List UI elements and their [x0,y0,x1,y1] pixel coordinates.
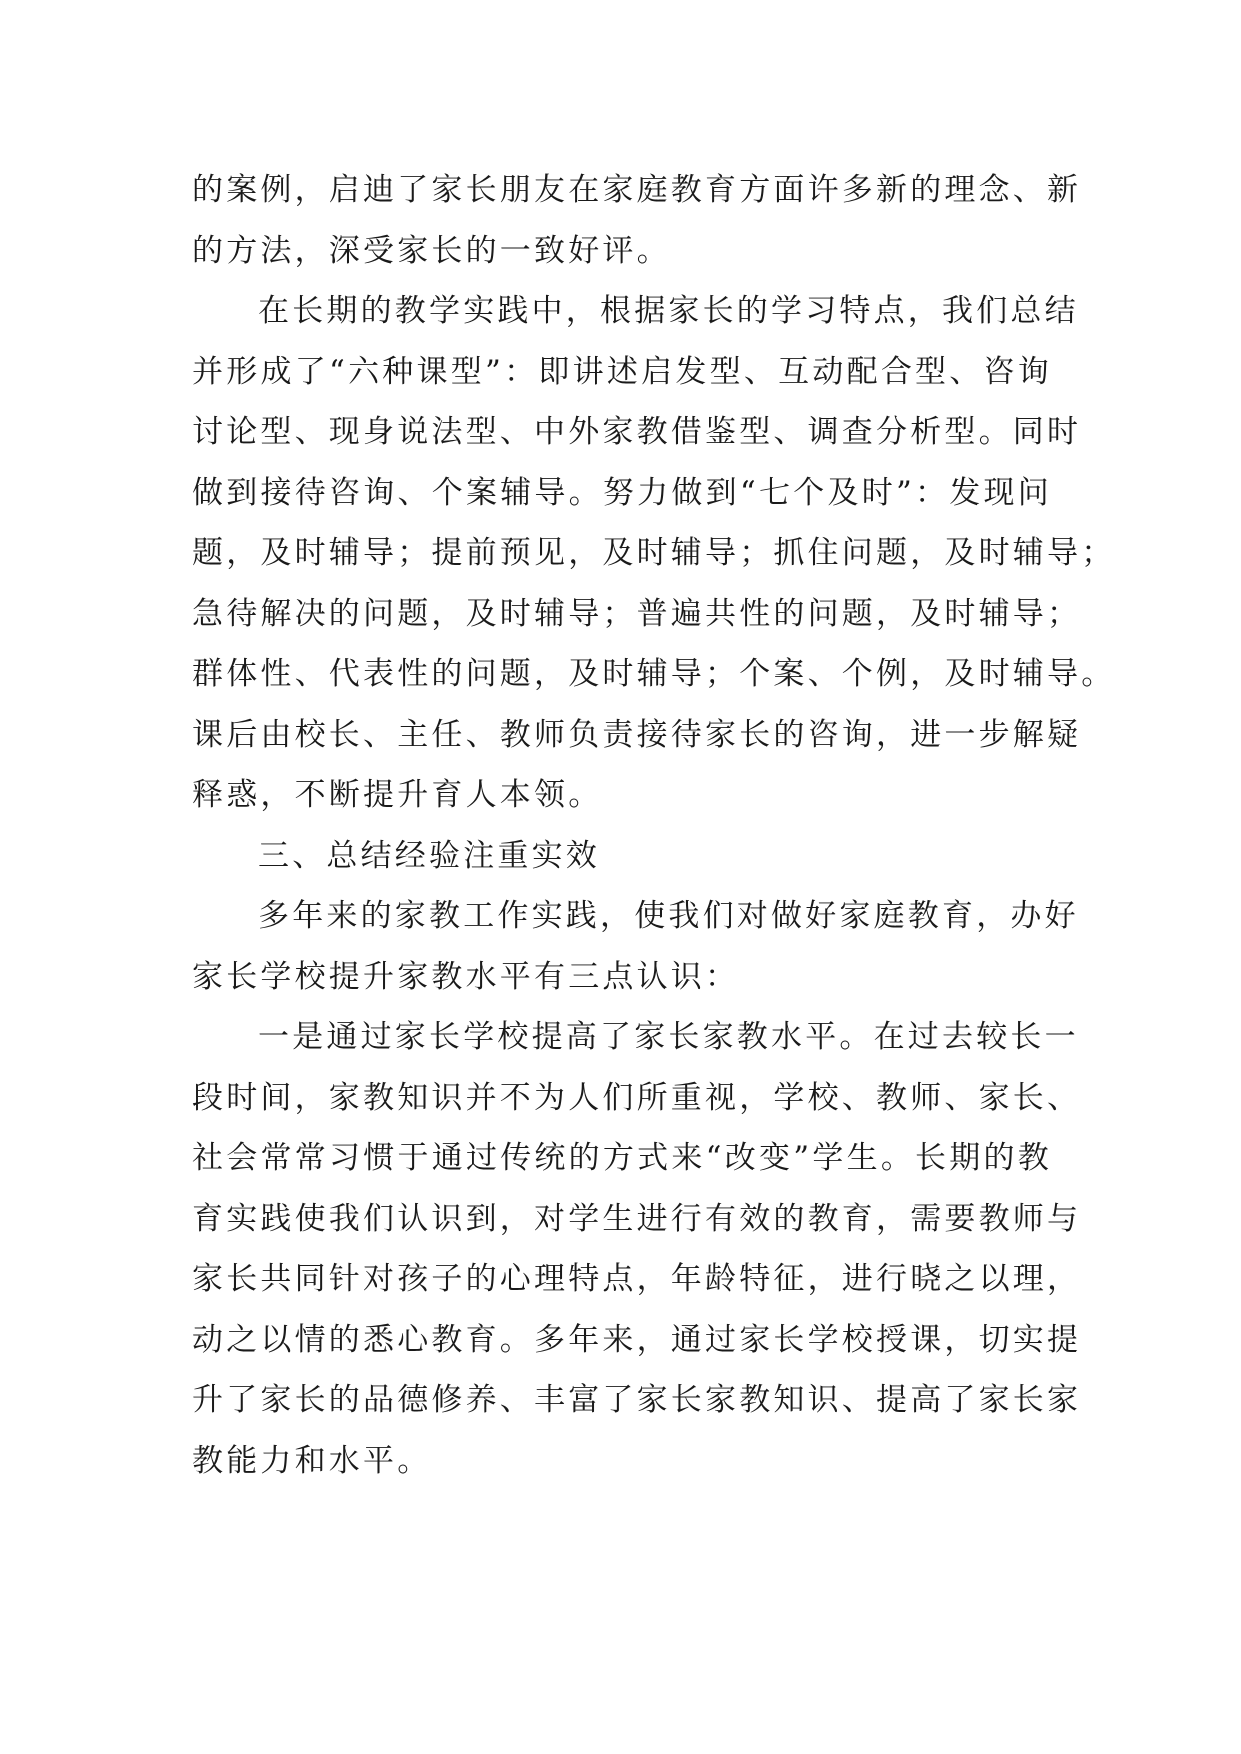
text-line: 群体性、代表性的问题，及时辅导；个案、个例，及时辅导。 [192,656,1116,692]
text-line: 在长期的教学实践中，根据家长的学习特点，我们总结 [258,293,1079,329]
text-line: 社会常常习惯于通过传统的方式来“改变”学生。长期的教 [192,1140,1052,1176]
text-line: 一是通过家长学校提高了家长家教水平。在过去较长一 [258,1019,1079,1055]
paragraph-six-lesson-types [192,281,1116,826]
paragraph-three-insights [192,886,1079,1007]
text-line: 释惑，不断提升育人本领。 [192,777,603,813]
text-line: 段时间，家教知识并不为人们所重视，学校、教师、家长、 [192,1079,1082,1116]
text-line: 急待解决的问题，及时辅导；普遍共性的问题，及时辅导； [192,595,1082,632]
section-heading-text: 三、总结经验注重实效 [258,837,600,874]
text-line: 讨论型、现身说法型、中外家教借鉴型、调查分析型。同时 [192,414,1082,450]
text-line: 多年来的家教工作实践，使我们对做好家庭教育，办好 [258,898,1079,934]
text-line: 题，及时辅导；提前预见，及时辅导；抓住问题，及时辅导； [192,535,1116,571]
text-line: 并形成了“六种课型”：即讲述启发型、互动配合型、咨询 [192,353,1052,390]
text-line: 课后由校长、主任、教师负责接待家长的咨询，进一步解疑 [192,716,1082,753]
text-line: 家长学校提升家教水平有三点认识： [192,958,740,995]
text-line: 升了家长的品德修养、丰富了家长家教知识、提高了家长家 [192,1382,1082,1418]
text-line: 的方法，深受家长的一致好评。 [192,232,671,269]
document-body [192,160,1116,1491]
text-line: 动之以情的悉心教育。多年来，通过家长学校授课，切实提 [192,1321,1082,1358]
text-line: 育实践使我们认识到，对学生进行有效的教育，需要教师与 [192,1200,1082,1237]
paragraph-first-insight [192,1007,1082,1491]
section-heading [192,826,1052,887]
text-line: 做到接待咨询、个案辅导。努力做到“七个及时”：发现问 [192,474,1052,511]
paragraph-case-examples [192,160,1082,281]
text-line: 家长共同针对孩子的心理特点，年龄特征，进行晓之以理， [192,1261,1082,1297]
text-line: 的案例，启迪了家长朋友在家庭教育方面许多新的理念、新 [192,172,1082,208]
text-line: 教能力和水平。 [192,1442,432,1479]
